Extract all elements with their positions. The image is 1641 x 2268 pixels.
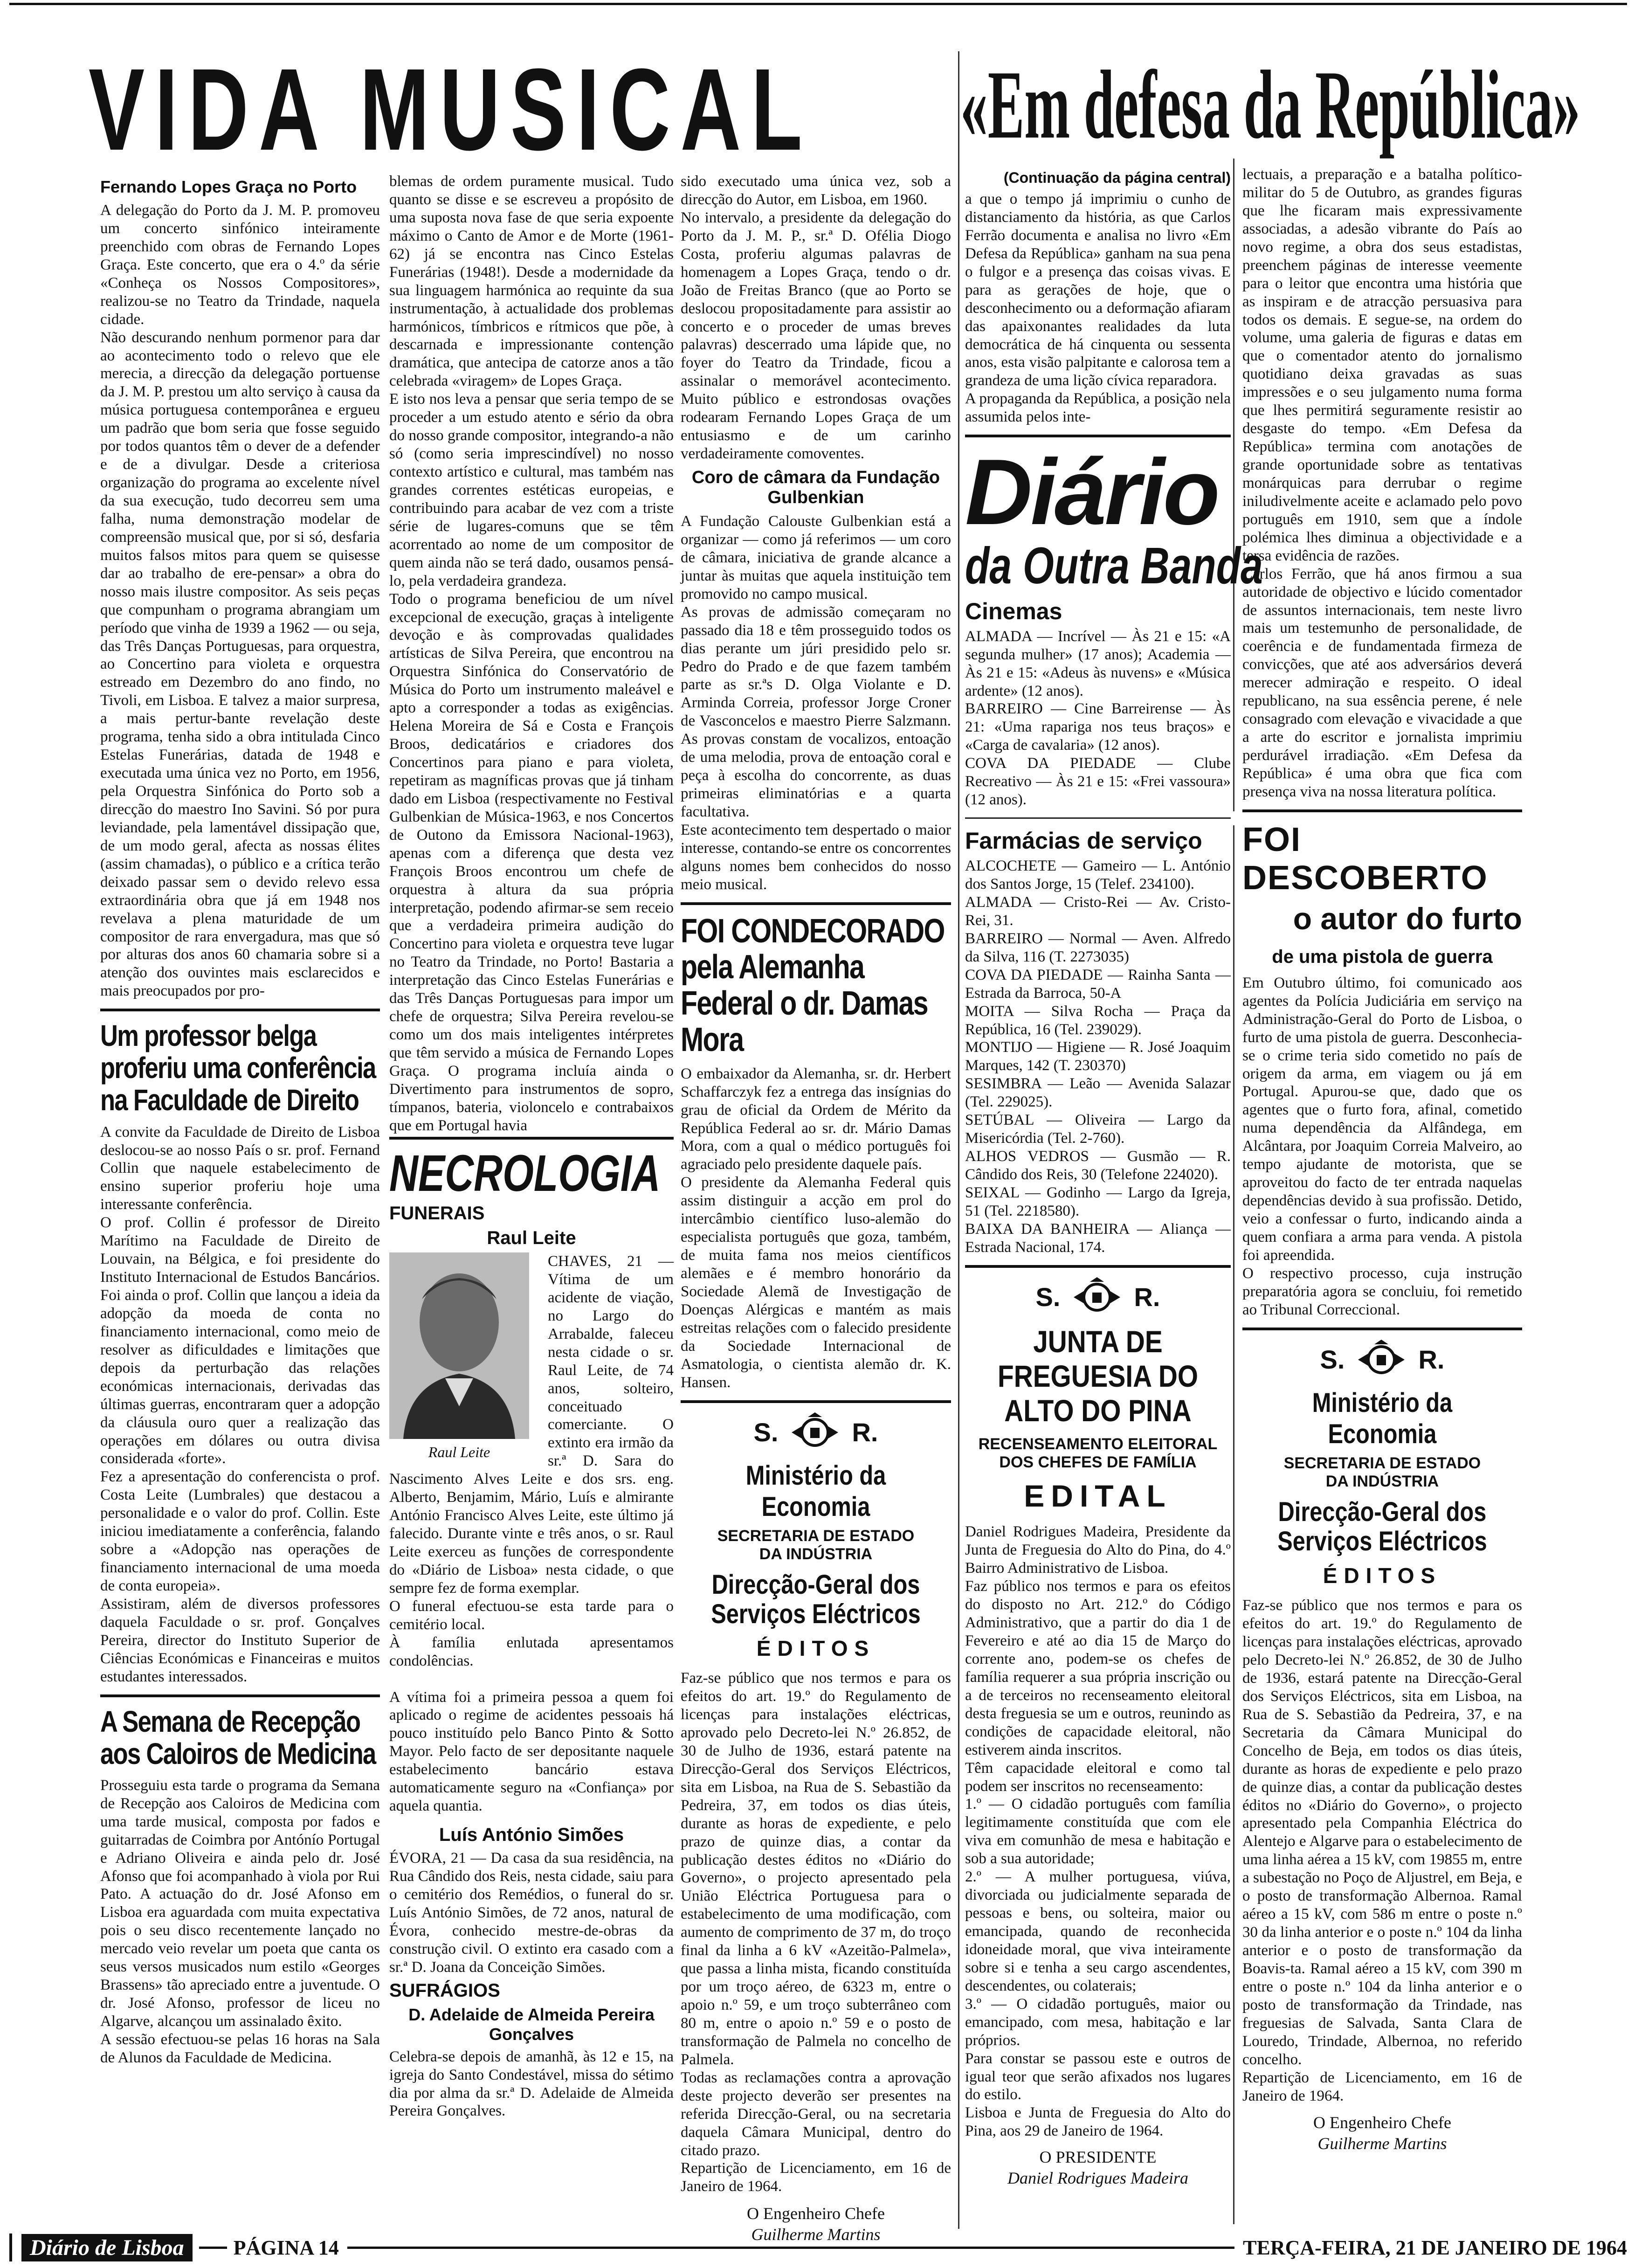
footer-rule: [347, 2247, 1234, 2249]
top-rule: [9, 3, 1627, 5]
simoes-name: Luís António Simões: [439, 1825, 624, 1846]
coat-of-arms-icon: [1356, 1339, 1407, 1381]
pistola-subtitle: de uma pistola de guerra: [1272, 946, 1493, 967]
divider: [389, 1137, 674, 1140]
sr-emblem-line: [1242, 1339, 1522, 1381]
farmacias-listing: ALCOCHETE — Gameiro — L. António dos Santos Jorge, 15 (Telef. 234100). ALMADA — Cristo-Rei — Av. Cristo-Rei, 31. BARREIRO — Normal — Aven. Alfredo da Silva, 116 (T. 2273035) COVA DA PIEDADE — Rainha Santa — Estrada da Barroca, 50-A MOITA — Silva Rocha — Praça da República, 16 (Tel. 239029). MONTIJO — Higiene — R. José Joaquim Marques, 142 (T. 230370) SESIMBRA — Leão — Avenida Salazar (Tel. 229025). SETÚBAL — Oliveira — Largo da Misericórdia (Tel. 2-760). ALHOS VEDROS — Gusmão — R. Cândido dos Reis, 30 (Telefone 224020). SEIXAL — Godinho — Largo da Igreja, 51 (Tel. 2218580). BAIXA DA BANHEIRA — Aliança — Estrada Nacional, 174.: [965, 857, 1231, 1256]
divider: [100, 1694, 380, 1697]
lopes-graca-continuation: blemas de ordem puramente musical. Tudo quanto se disse e se escreveu a propósito de uma suposta nova fase de que seria expoente máximo o Canto de Amor e de Morte (1961-62) já se encontra nas Cinco Estelas Funerárias (1948!). Desde a modernidade da sua linguagem harmónica ao requinte da sua instrumentação, à actualidade dos problemas harmónicos, tímbricos e rítmicos que põe, à descarnada e impressionante contenção dramática, que antecipa de catorze anos a tão celebrada «viragem» de Lopes Graça. E isto nos leva a pensar que seria tempo de se proceder a um estudo atento e sério da obra do nosso grande compositor, integrando-a não só (como seria imprescindível) no nosso contexto artístico e cultural, mas também nas grandes correntes estéticas europeias, e contribuindo para acabar de vez com a triste série de lugares-comuns que se têm acorrentado ao nome de um compositor de quem ainda não se terá dado, ousamos pensá-lo, pela verdadeira grandeza. Todo o programa beneficiou de um nível excepcional de execução, graças à inteligente devoção e às comprovadas qualidades artísticas de Silva Pereira, que encontrou na Orquestra Sinfónica do Conservatório de Música do Porto um instrumento maleável e apto a corresponder a todas as exigências. Helena Moreira de Sá e Costa e François Broos, dedicatários e criadores dos Concertinos para piano e para violeta, repetiram as magníficas provas que já tinham dado em Lisboa (respectivamente no Festival Gulbenkian de Música-1963, e nos Concertos de Outono da Emissora Nacional-1963), apenas com a diferença que desta vez François Broos encontrou um chefe de orquestra à altura da sua própria interpretação, podendo afirmar-se sem receio que a verdadeira primeira audição do Concertino para violeta e orquestra teve lugar no Teatro da Trindade, no Porto! Bastaria a interpretação das Cinco Estelas Funerárias e das Três Danças Portuguesas para impor um chefe de orquestra; Silva Pereira revelou-se como um dos mais inteligentes intérpretes que têm servido a música de Fernando Lopes Graça. O programa incluía ainda o Divertimento para instrumentos de sopro, tímpanos, bateria, violoncelo e contrabaixos que em Portugal havia: [389, 173, 674, 1134]
diario-de-lisboa-logo: Diário de Lisboa: [21, 2234, 193, 2261]
column-5: [1242, 166, 1522, 2227]
column-divider: [1233, 825, 1234, 2224]
newspaper-page: [9, 0, 1632, 2268]
signature-title: O Engenheiro Chefe: [1313, 2113, 1451, 2132]
industria-line: DA INDÚSTRIA: [759, 1545, 873, 1563]
issue-date: TERÇA-FEIRA, 21 DE JANEIRO DE 1964: [1243, 2236, 1627, 2259]
lopes-graca-kicker: Fernando Lopes Graça no Porto: [100, 177, 357, 196]
page-number: PÁGINA 14: [233, 2236, 339, 2259]
semana-recepcao-headline: A Semana de Recepção aos Caloiros de Medicina: [100, 1704, 376, 1770]
farmacias-heading: Farmácias de serviço: [965, 828, 1202, 854]
secretaria-line: SECRETARIA DE ESTADO: [1283, 1454, 1481, 1472]
signature-name: Guilherme Martins: [751, 2225, 881, 2244]
sr-letters: [1036, 1276, 1160, 1318]
coat-of-arms-icon: [789, 1411, 841, 1453]
sr-emblem-line: [681, 1411, 951, 1453]
photo-caption: Raul Leite: [428, 1444, 490, 1460]
signature-name: Daniel Rodrigues Madeira: [1007, 2169, 1188, 2188]
recenseamento-line: RECENSEAMENTO ELEITORAL DOS CHEFES DE FAMÍLIA: [978, 1435, 1218, 1472]
editos-title: ÉDITOS: [756, 1636, 876, 1661]
ministerio-title: Ministério da Economia: [1312, 1387, 1453, 1449]
secretaria-line: SECRETARIA DE ESTADO: [717, 1527, 915, 1545]
coat-of-arms-icon: [1071, 1276, 1123, 1318]
outra-banda-logo: da Outra Banda: [965, 537, 1263, 595]
editos-body: Faz-se público que nos termos e para os efeitos do art. 19.º do Regulamento de licenças para instalações eléctricas, aprovado pelo Decreto-lei N.º 26.852, de 30 de Julho de 1936, estará patente na Direcção-Geral dos Serviços Eléctricos, sita em Lisboa, na Rua de S. Sebastião da Pedreira, 37, e na Secretaria da Câmara Municipal do Concelho de Beja, em todos os dias úteis, durante as horas de expediente e pelo prazo de quinze dias, a contar da publicação destes éditos no «Diário do Governo», o projecto apresentado pela Companhia Eléctrica do Alentejo e Algarve para o estabelecimento de uma linha aérea a 15 kV, com 19855 m, entre a subestação no Poço de Aljustrel, em Beja, e o posto de transformação Albernoa. Ramal aéreo a 15 kV, com 586 m entre o poste n.º 30 da linha anterior e o poste n.º 104 da linha anterior e o posto de transformação da Boavis-ta. Ramal aéreo a 15 kV, com 390 m entre o poste n.º 104 da linha anterior e o posto de transformação da Trindade, nas freguesias de Salvada, Santa Clara de Louredo, Trindade, Albernoa, no referido concelho. Repartição de Licenciamento, em 16 de Janeiro de 1964.: [1242, 1597, 1522, 2104]
column-4: [965, 166, 1263, 2227]
divider: [1242, 1328, 1522, 1330]
divider: [965, 1265, 1231, 1268]
editos-title: ÉDITOS: [1323, 1563, 1442, 1588]
ministerio-heading: [1242, 1387, 1522, 1589]
editos-body: Faz-se público que nos termos e para os efeitos do art. 19.º do Regulamento de licenças para instalações eléctricas, aprovado pelo Decreto-lei N.º 26.852, de 30 de Julho de 1936, estará patente na Direcção-Geral dos Serviços Eléctricos, sita em Lisboa, na Rua de S. Sebastião da Pedreira, 37, em todos os dias úteis, durante as horas de expediente, e pelo prazo de quinze dias, a contar da publicação destes éditos no «Diário do Governo», o projecto apresentado pela União Eléctrica Portuguesa para o estabelecimento de uma modificação, com aumento de comprimento de 37 m, do troço final da linha a 6 kV «Azeitão-Palmela», que passa a linha mista, ficando constituída por um troço aéreo, de 6323 m, entre o apoio n.º 59, e um troço subterrâneo com 80 m, entre o apoio n.º 59 e o posto de transformação de Palmela no concelho de Palmela. Todas as reclamações contra a aprovação deste projecto deverão ser presentes na referida Direcção-Geral, ou na secretaria daquela Câmara Municipal, dentro do citado prazo. Repartição de Licenciamento, em 16 de Janeiro de 1964.: [681, 1670, 951, 2195]
column-1: [100, 173, 380, 2229]
em-defesa-article: a que o tempo já imprimiu o cunho de distanciamento da história, as que Carlos Ferrão documenta e analisa no livro «Em Defesa da República» ganham na sua pena o fulgor e a presença das coisas vivas. E para as gerações de hoje, que o desconhecimento ou a deformação afiaram das apaixonantes realidades da luta democrática de há cinquenta ou sessenta anos, esta visão palpitante e calorosa tem a grandeza de uma lição cívica reparadora. A propaganda da República, a posição nela assumida pelos inte-: [965, 191, 1231, 426]
divider: [681, 902, 951, 905]
divider: [100, 1009, 380, 1011]
necrologia-headline: NECROLOGIA: [389, 1145, 661, 1202]
column-divider: [958, 51, 959, 2229]
direccao-geral-title: Direcção-Geral dos Serviços Eléctricos: [711, 1569, 921, 1630]
divider: [681, 1400, 951, 1403]
coro-headline: Coro de câmara da Fundação Gulbenkian: [691, 468, 940, 507]
page-footer: [9, 2233, 1627, 2261]
column-2: [389, 173, 674, 2229]
signature-name: Guilherme Martins: [1317, 2134, 1447, 2153]
ministerio-heading: [681, 1460, 951, 1661]
furto-article: Em Outubro último, foi comunicado aos agentes da Polícia Judiciária em serviço na Administração-Geral do Porto de Lisboa, o furto de uma pistola de guerra. Desconhecia-se o crime teria sido cometido no país de origem da arma, em viagem ou já em Portugal. Apurou-se que, dado que os agentes que o furto fora, afinal, cometido numa dependência da Alfândega, em Alcântara, por Joaquim Correia Malveiro, ao tempo ajudante de motorista, que se aproveitou do facto de ter entrada naquelas dependências devido à sua profissão. Detido, veio a confessar o furto, indicando ainda a quem confiara a arma para venda. A pistola foi apreendida. O respectivo processo, cuja instrução preparatória agora se concluiu, foi remetido ao Tribunal Correccional.: [1242, 974, 1522, 1318]
sr-s-letter: S.: [1035, 1282, 1061, 1312]
adelaide-notice: Celebra-se depois de amanhã, às 12 e 15, na igreja do Santo Condestável, missa do sétimo dia por alma da sr.ª D. Adelaide de Almeida Pereira Gonçalves.: [389, 2048, 674, 2120]
divider: [965, 435, 1231, 437]
direccao-geral-title: Direcção-Geral dos Serviços Eléctricos: [1277, 1496, 1487, 1557]
professor-belga-headline: Um professor belga proferiu uma conferência na Faculdade de Direito: [100, 1019, 376, 1117]
cinemas-listing: ALMADA — Incrível — Às 21 e 15: «A segunda mulher» (17 anos); Academia — Às 21 e 15: «Adeus às nuvens» e «Música ardente» (12 anos). BARREIRO — Cine Barreirense — Às 21: «Uma rapariga nos teus braços» e «Carga de cavalaria» (12 anos). COVA DA PIEDADE — Clube Recreativo — Às 21 e 15: «Frei vassoura» (12 anos).: [965, 628, 1231, 809]
sr-letters: [1320, 1339, 1445, 1381]
sr-s-letter: S.: [1320, 1345, 1345, 1375]
junta-heading: [965, 1325, 1231, 1514]
footer-dash: [199, 2247, 227, 2249]
sufragios-subhead: SUFRÁGIOS: [389, 1980, 500, 2001]
sr-letters: [754, 1411, 878, 1453]
raul-leite-portrait: [389, 1252, 529, 1439]
signature-block: [1242, 2112, 1522, 2154]
sr-r-letter: R.: [1134, 1282, 1160, 1312]
condecorado-article: O embaixador da Alemanha, sr. dr. Herbert Schaffarczyk fez a entrega das insígnias do grau de oficial da Ordem de Mérito da República Federal ao sr. dr. Mário Damas Mora, com a qual o médico português foi agraciado pelo presidente daquele país. O presidente da Alemanha Federal quis assim distinguir a acção em prol do intercâmbio científico luso-alemão do especialista português que goza, também, de muita fama nos meios científicos alemães e é membro honorário da Sociedade Alemã de Investigação de Doenças Alérgicas e mantém as mais estreitas relações com o falecido presidente da Sociedade Internacional de Asmatologia, o cientista alemão dr. K. Hansen.: [681, 1065, 951, 1391]
foi-descoberto-heading: [1242, 821, 1522, 968]
edital-body: Daniel Rodrigues Madeira, Presidente da Junta de Freguesia do Alto do Pina, do 4.º Bairro Administrativo de Lisboa. Faz público nos termos e para os efeitos do disposto no Art. 212.º do Código Administrativo, que a partir do dia 1 de Fevereiro e até ao dia 15 de Março do corrente ano, podem-se os chefes de família requerer a sua própria inscrição ou a de terceiros no recenseamento eleitoral desta freguesia se um e outros, reunindo as condições de capacidade eleitoral, não estiverem ainda inscritos. Têm capacidade eleitoral e como tal podem ser inscritos no recenseamento: 1.º — O cidadão português com família legitimamente constituída que com ele viva em comunhão de mesa e habitação e sob a sua autoridade; 2.º — A mulher portuguesa, viúva, divorciada ou judicialmente separada de pessoas e bens, ou solteira, maior ou emancipada, quando de reconhecida idoneidade moral, que viva inteiramente sobre si e tenha a seu cargo ascendentes, descendentes, ou colaterais; 3.º — O cidadão português, maior ou emancipado, com mesa, habitação e lar próprios. Para constar se passou este e outros de igual teor que serão afixados nos lugares do estilo. Lisboa e Junta de Freguesia do Alto do Pina, aos 29 de Janeiro de 1964.: [965, 1523, 1231, 2140]
divider: [1242, 809, 1522, 812]
cinemas-heading: Cinemas: [965, 598, 1062, 624]
sr-emblem-line: [965, 1276, 1231, 1318]
adelaide-name: D. Adelaide de Almeida Pereira Gonçalves: [408, 2005, 655, 2044]
column-3: [681, 173, 952, 2244]
funerais-subhead: FUNERAIS: [389, 1203, 485, 1224]
industria-line: DA INDÚSTRIA: [1325, 1472, 1439, 1490]
sr-r-letter: R.: [1418, 1345, 1445, 1375]
semana-recepcao-article: Prosseguiu esta tarde o programa da Semana de Recepção aos Caloiros de Medicina com uma tarde musical, composta por fados e guitarradas de Coimbra por Antónío Portugal e Adriano Oliveira e ainda pelo dr. José Afonso que foi acompanhado à viola por Rui Pato. A actuação do dr. José Afonso em Lisboa era aguardada com muita expectativa pois o seu disco recentemente lançado no mercado veio revelar um poeta que canta os seus versos musicados num estilo «Georges Brassens» tão apreciado entre a juventude. O dr. José Afonso, professor de liceu no Algarve, alcançou um assinalado êxito. A sessão efectuou-se pelas 16 horas na Sala de Alunos da Faculdade de Medicina.: [100, 1777, 380, 2066]
edital-title: EDITAL: [1024, 1479, 1172, 1514]
junta-signature-block: [965, 2147, 1231, 2189]
signature-title: O Engenheiro Chefe: [747, 2204, 885, 2223]
condecorado-headline: FOI CONDECORADO pela Alemanha Federal o dr. Damas Mora: [681, 912, 945, 1058]
raul-leite-obituary: CHAVES, 21 — Vítima de um acidente de viação, no Largo do Arrabalde, faleceu nesta cidade o sr. Raul Leite, de 74 anos, solteiro, conceituado comerciante. O extinto era irmão da sr.ª D. Sara do Nascimento Alves Leite e dos srs. eng. Alberto, Benjamim, Mário, Luís e almirante António Francisco Alves Leite, este último já falecido. Durante vinte e três anos, o sr. Raul Leite exerceu as funções de correspondente do «Diário de Lisboa» nesta cidade, o que sempre fez de forma exemplar. O funeral efectuou-se esta tarde para o cemitério local. À família enlutada apresentamos condolências. A vítima foi a primeira pessoa a quem foi aplicado o regime de acidentes pessoais há pouco instituído pelo Banco Pinto & Sotto Mayor. Pelo facto de ser depositante naquele estabelecimento bancário estava automaticamente seguro na «Confiança» por aquela quantia.: [389, 1253, 674, 1815]
raul-leite-photo-block: [389, 1252, 538, 1461]
autor-furto-title: o autor do furto: [1293, 901, 1522, 936]
sr-s-letter: S.: [753, 1418, 779, 1447]
lopes-graca-conclusion: sido executado uma única vez, sob a direcção do Autor, em Lisboa, em 1960. No intervalo, a presidente da delegação do Porto da J. M. P., sr.ª D. Ofélia Diogo Costa, proferiu algumas palavras de homenagem a Lopes Graça, tendo o dr. João de Freitas Branco (que ao Porto se deslocou propositadamente para assistir ao concerto e o proceder de umas breves palavras) descerrado uma lápide que, no foyer do Teatro da Trindade, ficou a assinalar o memorável acontecimento. Muito público e estrondosas ovações rodearam Fernando Lopes Graça de um entusiasmo e de um carinho verdadeiramente comoventes.: [681, 173, 951, 463]
em-defesa-title: «Em defesa da República»: [960, 51, 1580, 159]
signature-title: O PRESIDENTE: [1039, 2148, 1157, 2167]
em-defesa-conclusion: lectuais, a preparação e a batalha político-militar do 5 de Outubro, as grandes figuras que lhe ficaram mais expressivamente associadas, a adesão vibrante do País ao novo regime, a obra dos seus estadistas, preenchem páginas de interesse veemente para o leitor que encontra uma história que as inspiram e de atracção persuasiva para todos os demais. E segue-se, na ordem do volume, uma galeria de figuras e datas em que o comentador atento do jornalismo quotidiano deixa gravadas as suas impressões e o seu julgamento numa forma que lhes permitirá seguramente resistir ao desgaste do tempo. «Em Defesa da República» termina com anotações de grande oportunidade sobre as tentativas monárquicas para derrubar o regime iniludivelmente aceite e aclamado pelo povo português em 1910, sem que a índole polémica lhes diminua a objectividade e a tersa evidência de razões. Carlos Ferrão, que há anos firmou a sua autoridade de objectivo e lúcido comentador de assuntos internacionais, tem neste livro mais um testemunho de personalidade, de coerência e de fundamentada firmeza de convicções, que até aos adversários deverá merecer admiração e respeito. O ideal republicano, na sua essência perene, é nele consagrado com elevação e vivacidade a que a arte do escritor e jornalista imprimiu perdurável irradiação. «Em Defesa da República» é uma obra que fica com presença viva na nossa literatura política.: [1242, 166, 1522, 800]
lopes-graca-article: A delegação do Porto da J. M. P. promoveu um concerto sinfónico inteiramente preenchido com obras de Fernando Lopes Graça. Este concerto, que era o 4.º da série «Conheça os Nossos Compositores», realizou-se no Teatro da Trindade, naquela cidade. Não descurando nenhum pormenor para dar ao acontecimento todo o relevo que ele merecia, a direcção da delegação portuense da J. M. P. prestou um alto serviço à causa da música portuguesa contemporânea e ergueu um padrão que bom seria que fosse seguido por todos quantos têm o dever de a defender e de a divulgar. Desde a criteriosa organização do programa ao excelente nível da sua execução, tudo decorreu sem uma falha, numa demonstração modelar de compreensão musical que, por si só, desfaria muitos falsos mitos para quem se quisesse dar ao trabalho de ere-pensar» a obra do nosso mais ilustre compositor. As seis peças que compunham o programa abrangiam um período que vinha de 1939 a 1962 — ou seja, das Três Danças Portuguesas, para orquestra, ao Concertino para violeta e orquestra estreado em Dezembro do ano findo, no Tivoli, em Lisboa. E talvez a maior surpresa, a mais pertur-bante revelação deste programa, tenha sido a obra intitulada Cinco Estelas Funerárias, datada de 1948 e executada uma única vez no Porto, em 1956, pela Orquestra Sinfónica do Porto sob a direcção do maestro Ino Savini. Só por pura leviandade, pela lamentável dissipação que, de um modo geral, afecta as nossas élites (assim chamadas), o público e a crítica terão deixado passar sem o devido relevo essa extraordinária obra que já em 1948 nos revelava a plena maturidade de um compositor de rara envergadura, mas que só por alturas dos anos 60 chamaria sobre si a atenção dos ouvintes mais esclarecidos e mais preocupados por pro-: [100, 202, 380, 1000]
vida-musical-title: VIDA MUSICAL: [89, 44, 813, 174]
footer-bar: [9, 2233, 12, 2261]
professor-belga-article: A convite da Faculdade de Direito de Lisboa deslocou-se ao nosso País o sr. prof. Fernand Collin que naquele estabelecimento de ensino superior proferiu hoje uma interessante conferência. O prof. Collin é professor de Direito Marítimo na Faculdade de Direito de Louvain, na Bélgica, e foi presidente do Instituto Internacional de Estudos Bancários. Foi ainda o prof. Collin que lançou a ideia da adopção da moeda de conta no financiamento internacional, como meio de resolver as dificuldades e limitações que depois da perturbação das relações económicas internacionais, derivadas das últimas guerras, encontraram quer a adopção da cláusula ouro quer a realização das operações em dólares ou outra divisa considerada «forte». Fez a apresentação do conferencista o prof. Costa Leite (Lumbrales) que destacou a personalidade e o valor do prof. Collin. Este iniciou imediatamente a conferência, falando sobre a «Adopção nas operações de financiamento internacional de uma moeda de conta europeia». Assistiram, além de diversos professores daquela Faculdade o sr. prof. Gonçalves Pereira, director do Instituto Superior de Ciências Económicas e Financeiras e muitos estudantes interessados.: [100, 1123, 380, 1685]
junta-title: JUNTA DE FREGUESIA DO ALTO DO PINA: [998, 1324, 1198, 1428]
column-divider: [1233, 159, 1234, 811]
coro-article: A Fundação Calouste Gulbenkian está a organizar — como já referimos — um coro de câmara, iniciativa de grande alcance a juntar às muitas que aquela instituição tem promovido no campo musical. As provas de admissão começaram no passado dia 18 e têm prosseguido todos os dias perante um júri presidido pelo sr. Pedro do Prado e de que fazem também parte as sr.ªs D. Olga Violante e D. Arminda Correia, professor Jorge Croner de Vasconcelos e maestro Pierre Salzmann. As provas constam de vocalizos, entoação de uma melodia, prova de entoação coral e peça à escolha do concorrente, as duas primeiras eliminatórias e a quarta facultativa. Este acontecimento tem despertado o maior interesse, contando-se entre os concorrentes alguns nomes bem conhecidos do nosso meio musical.: [681, 513, 952, 893]
sr-r-letter: R.: [852, 1418, 878, 1447]
foi-descoberto-title: FOI DESCOBERTO: [1242, 821, 1488, 897]
simoes-obituary: ÉVORA, 21 — Da casa da sua residência, na Rua Cândido dos Reis, nesta cidade, saiu para o cemitério dos Remédios, o funeral do sr. Luís António Simões, de 72 anos, natural de Évora, conhecido mestre-de-obras da construção civil. O extinto era casado com a sr.ª D. Joana da Conceição Simões.: [389, 1850, 674, 1976]
continuation-note: (Continuação da página central): [1003, 169, 1231, 186]
divider: [965, 817, 1231, 819]
diario-logo: Diário: [965, 440, 1218, 545]
ministerio-title: Ministério da Economia: [745, 1460, 886, 1522]
raul-leite-name: Raul Leite: [487, 1228, 576, 1248]
